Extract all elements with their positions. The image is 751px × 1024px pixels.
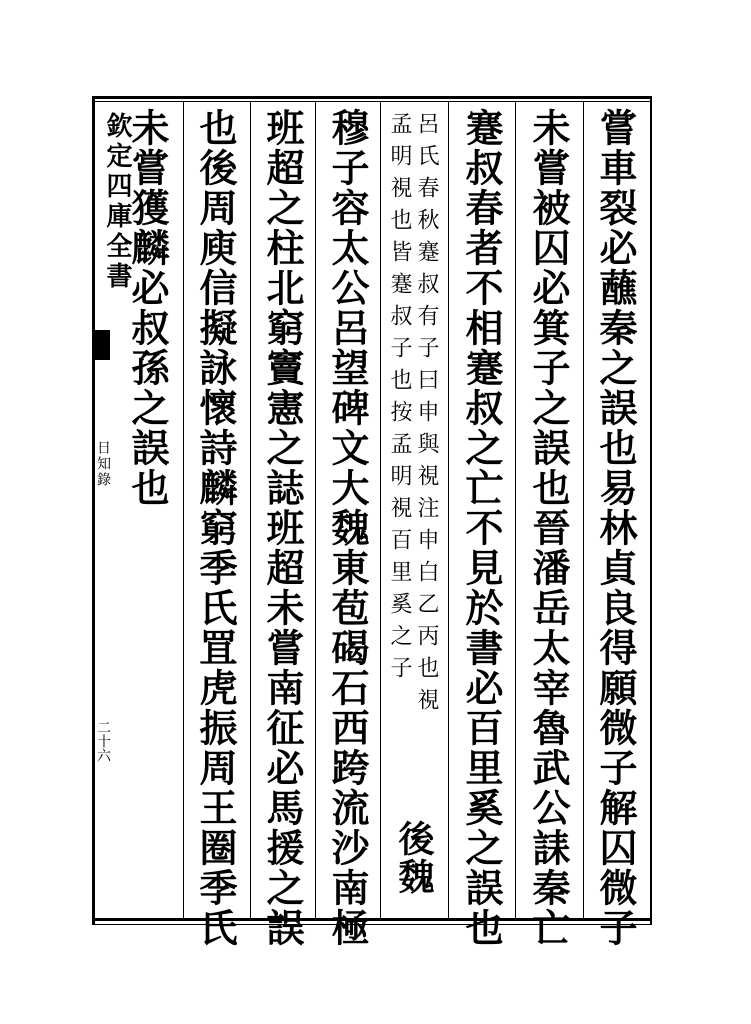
page-number: 二十六: [95, 720, 111, 762]
column-divider: [250, 101, 251, 919]
column-divider: [583, 101, 584, 919]
frame-top-rule: [92, 96, 652, 99]
chapter-title: 日知錄: [95, 440, 111, 488]
column-divider: [380, 101, 381, 919]
frame-right-rule: [650, 96, 652, 924]
note-column-2: 孟明視也皆蹇叔子也按孟明視百里奚之子: [387, 112, 412, 688]
column-divider: [183, 101, 184, 919]
column-divider: [315, 101, 316, 919]
text-column-4: 穆子容太公呂望碑文大魏東苞碣石西跨流沙南極: [325, 108, 370, 948]
text-column-1: 嘗車裂必蘸秦之誤也易林貞良得願微子解囚微子: [593, 108, 638, 948]
frame-left-rule: [92, 96, 95, 924]
book-title: 欽定四庫全書: [102, 112, 132, 292]
text-column-5: 班超之柱北窮竇憲之誌班超未嘗南征必馬援之誤: [260, 108, 305, 948]
column-divider: [515, 101, 516, 919]
text-column-2: 未嘗被囚必箕子之誤也晉潘岳太宰魯武公誄秦亡: [526, 108, 571, 948]
text-column-7: 未嘗獲麟必叔孫之誤也: [125, 108, 170, 508]
column-divider: [448, 101, 449, 919]
note-tail: 後魏: [393, 820, 435, 896]
text-column-6: 也後周庾信擬詠懷詩麟窮季氏罝虎振周王圈季氏: [193, 108, 238, 948]
frame-top-rule-inner: [92, 101, 652, 102]
text-column-3: 蹇叔春者不相蹇叔之亡不見於書必百里奚之誤也: [459, 108, 504, 948]
fish-tail-mark: [92, 330, 110, 360]
note-column-1: 呂氏春秋蹇叔有子曰申與視注申白乙丙也視: [414, 112, 439, 720]
